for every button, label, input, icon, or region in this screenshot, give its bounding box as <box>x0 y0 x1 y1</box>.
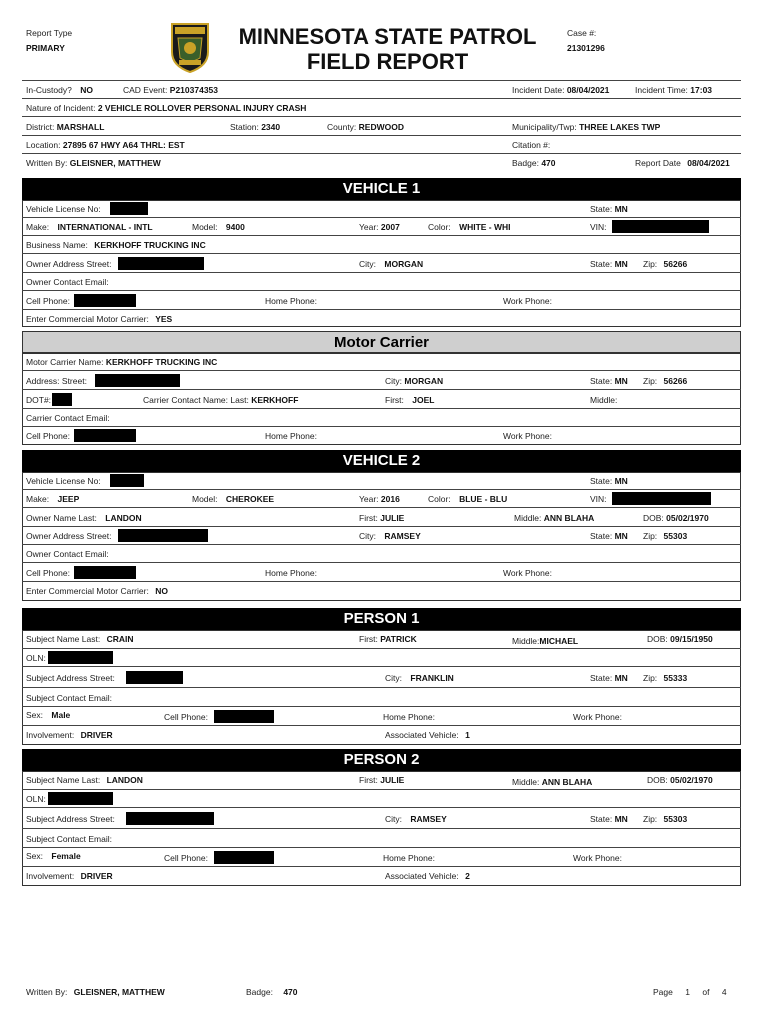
p2-city-field: City: RAMSEY <box>385 814 447 824</box>
redaction-bar <box>214 710 274 723</box>
mc-home-label: Home Phone: <box>265 431 317 441</box>
v1-business-field: Business Name: KERKHOFF TRUCKING INC <box>26 240 206 250</box>
incident-date-field: Incident Date: 08/04/2021 <box>512 85 610 95</box>
row-divider <box>22 408 741 409</box>
row-divider <box>22 866 741 867</box>
redaction-bar <box>612 492 711 505</box>
p2-middle-field: Middle: ANN BLAHA <box>512 777 593 787</box>
v1-zip-field: Zip: 56266 <box>643 259 688 269</box>
p2-assoc-vehicle-field: Associated Vehicle: 2 <box>385 871 470 881</box>
county-field: County: REDWOOD <box>327 122 405 132</box>
v2-state-field: State: MN <box>590 476 628 486</box>
row-divider <box>22 290 741 291</box>
header-divider <box>22 80 741 81</box>
row-divider <box>22 426 741 427</box>
municipality-field: Municipality/Twp: THREE LAKES TWP <box>512 122 661 132</box>
v1-commercial-field: Enter Commercial Motor Carrier: YES <box>26 314 173 324</box>
redaction-bar <box>118 529 208 542</box>
redaction-bar <box>74 294 136 307</box>
vehicle1-banner: VEHICLE 1 <box>22 178 741 200</box>
redaction-bar <box>74 429 136 442</box>
mc-middle-label: Middle: <box>590 395 618 405</box>
p1-sex-field: Sex: Male <box>26 710 71 720</box>
v2-license-label: Vehicle License No: <box>26 476 101 486</box>
mc-name-field: Motor Carrier Name: KERKHOFF TRUCKING INC <box>26 357 218 367</box>
v2-model-field: Model: CHEROKEE <box>192 494 275 504</box>
redaction-bar <box>52 393 72 406</box>
v2-zip-field: Zip: 55303 <box>643 531 688 541</box>
p1-cell-label: Cell Phone: <box>164 712 208 722</box>
page-title-line1: MINNESOTA STATE PATROL <box>238 24 537 49</box>
p1-email-label: Subject Contact Email: <box>26 693 112 703</box>
person2-banner: PERSON 2 <box>22 749 741 771</box>
report-type-value: PRIMARY <box>26 43 65 53</box>
row-divider <box>22 489 741 490</box>
v1-license-label: Vehicle License No: <box>26 204 101 214</box>
v2-owner-state-field: State: MN <box>590 531 628 541</box>
written-by-field: Written By: GLEISNER, MATTHEW <box>26 158 161 168</box>
v2-year-field: Year: 2016 <box>359 494 400 504</box>
p1-last-field: Subject Name Last: CRAIN <box>26 634 134 644</box>
mc-contact-last-field: Carrier Contact Name: Last: KERKHOFF <box>143 395 299 405</box>
report-type-label: Report Type <box>26 28 73 38</box>
v1-work-label: Work Phone: <box>503 296 552 306</box>
v2-middle-field: Middle: ANN BLAHA <box>514 513 595 523</box>
v2-make-field: Make: JEEP <box>26 494 80 504</box>
row-divider <box>22 153 741 154</box>
v2-owner-last-field: Owner Name Last: LANDON <box>26 513 142 523</box>
p1-assoc-vehicle-field: Associated Vehicle: 1 <box>385 730 470 740</box>
p2-email-label: Subject Contact Email: <box>26 834 112 844</box>
district-field: District: MARSHALL <box>26 122 105 132</box>
row-divider <box>22 789 741 790</box>
footer-badge: Badge: 470 <box>246 987 298 997</box>
redaction-bar <box>95 374 180 387</box>
v1-cell-label: Cell Phone: <box>26 296 70 306</box>
p2-cell-label: Cell Phone: <box>164 853 208 863</box>
redaction-bar <box>214 851 274 864</box>
nature-field: Nature of Incident: 2 VEHICLE ROLLOVER PERSONAL INJURY CRASH <box>26 103 307 113</box>
row-divider <box>22 828 741 829</box>
row-divider <box>22 235 741 236</box>
v1-city-field: City: MORGAN <box>359 259 424 269</box>
v1-color-field: Color: WHITE - WHI <box>428 222 511 232</box>
p2-sex-field: Sex: Female <box>26 851 81 861</box>
p2-work-label: Work Phone: <box>573 853 622 863</box>
v2-cell-label: Cell Phone: <box>26 568 70 578</box>
v1-home-label: Home Phone: <box>265 296 317 306</box>
v2-owner-street-label: Owner Address Street: <box>26 531 112 541</box>
redaction-bar <box>48 651 113 664</box>
row-divider <box>22 807 741 808</box>
v1-model-field: Model: 9400 <box>192 222 245 232</box>
v2-work-label: Work Phone: <box>503 568 552 578</box>
row-divider <box>22 253 741 254</box>
row-divider <box>22 666 741 667</box>
citation-label: Citation #: <box>512 140 551 150</box>
footer-page-number: Page 1 of 4 <box>653 987 727 997</box>
row-divider <box>22 370 741 371</box>
p2-home-label: Home Phone: <box>383 853 435 863</box>
row-divider <box>22 706 741 707</box>
redaction-bar <box>74 566 136 579</box>
person1-banner: PERSON 1 <box>22 608 741 630</box>
row-divider <box>22 272 741 273</box>
page-title-line2: FIELD REPORT <box>306 49 469 74</box>
row-divider <box>22 135 741 136</box>
redaction-bar <box>612 220 709 233</box>
p1-oln-label: OLN: <box>26 653 46 663</box>
p1-city-field: City: FRANKLIN <box>385 673 454 683</box>
redaction-bar <box>48 792 113 805</box>
p1-involvement-field: Involvement: DRIVER <box>26 730 113 740</box>
mc-zip-field: Zip: 56266 <box>643 376 688 386</box>
p2-dob-field: DOB: 05/02/1970 <box>647 775 713 785</box>
row-divider <box>22 687 741 688</box>
row-divider <box>22 725 741 726</box>
v1-vin-label: VIN: <box>590 222 607 232</box>
vehicle2-banner: VEHICLE 2 <box>22 450 741 472</box>
v1-email-label: Owner Contact Email: <box>26 277 109 287</box>
row-divider <box>22 562 741 563</box>
row-divider <box>22 116 741 117</box>
mc-dot-label: DOT#: <box>26 395 52 405</box>
v2-email-label: Owner Contact Email: <box>26 549 109 559</box>
v1-owner-state-field: State: MN <box>590 259 628 269</box>
p2-state-field: State: MN <box>590 814 628 824</box>
v1-state-field: State: MN <box>590 204 628 214</box>
redaction-bar <box>118 257 204 270</box>
case-number: 21301296 <box>567 43 605 53</box>
redaction-bar <box>110 474 144 487</box>
mc-first-field: First: JOEL <box>385 395 435 405</box>
row-divider <box>22 648 741 649</box>
row-divider <box>22 309 741 310</box>
state-patrol-seal-icon <box>170 22 210 74</box>
v2-city-field: City: RAMSEY <box>359 531 421 541</box>
p1-street-label: Subject Address Street: <box>26 673 115 683</box>
motor-carrier-banner: Motor Carrier <box>22 331 741 353</box>
p1-dob-field: DOB: 09/15/1950 <box>647 634 713 644</box>
mc-email-label: Carrier Contact Email: <box>26 413 110 423</box>
v1-year-field: Year: 2007 <box>359 222 400 232</box>
footer-written-by: Written By: GLEISNER, MATTHEW <box>26 987 165 997</box>
v2-vin-label: VIN: <box>590 494 607 504</box>
p2-involvement-field: Involvement: DRIVER <box>26 871 113 881</box>
redaction-bar <box>126 812 214 825</box>
redaction-bar <box>110 202 148 215</box>
p2-first-field: First: JULIE <box>359 775 405 785</box>
p2-street-label: Subject Address Street: <box>26 814 115 824</box>
p2-last-field: Subject Name Last: LANDON <box>26 775 143 785</box>
location-field: Location: 27895 67 HWY A64 THRL: EST <box>26 140 185 150</box>
case-label: Case #: <box>567 28 597 38</box>
p2-oln-label: OLN: <box>26 794 46 804</box>
incident-time-field: Incident Time: 17:03 <box>635 85 713 95</box>
v2-color-field: Color: BLUE - BLU <box>428 494 508 504</box>
v2-dob-field: DOB: 05/02/1970 <box>643 513 709 523</box>
v2-home-label: Home Phone: <box>265 568 317 578</box>
station-field: Station: 2340 <box>230 122 281 132</box>
mc-state-field: State: MN <box>590 376 628 386</box>
badge-field: Badge: 470 <box>512 158 556 168</box>
row-divider <box>22 544 741 545</box>
v1-make-field: Make: INTERNATIONAL - INTL <box>26 222 153 232</box>
cad-event-field: CAD Event: P210374353 <box>123 85 218 95</box>
p1-middle-field: Middle:MICHAEL <box>512 636 579 646</box>
v2-commercial-field: Enter Commercial Motor Carrier: NO <box>26 586 168 596</box>
redaction-bar <box>126 671 183 684</box>
mc-cell-label: Cell Phone: <box>26 431 70 441</box>
p1-home-label: Home Phone: <box>383 712 435 722</box>
row-divider <box>22 847 741 848</box>
p1-first-field: First: PATRICK <box>359 634 417 644</box>
in-custody-field: In-Custody? NO <box>26 85 93 95</box>
p1-zip-field: Zip: 55333 <box>643 673 688 683</box>
report-date-field: Report Date 08/04/2021 <box>635 158 730 168</box>
row-divider <box>22 98 741 99</box>
p1-work-label: Work Phone: <box>573 712 622 722</box>
row-divider <box>22 581 741 582</box>
mc-work-label: Work Phone: <box>503 431 552 441</box>
row-divider <box>22 526 741 527</box>
mc-street-label: Address: Street: <box>26 376 87 386</box>
row-divider <box>22 389 741 390</box>
row-divider <box>22 217 741 218</box>
mc-city-field: City: MORGAN <box>385 376 444 386</box>
p1-state-field: State: MN <box>590 673 628 683</box>
v2-first-field: First: JULIE <box>359 513 405 523</box>
p2-zip-field: Zip: 55303 <box>643 814 688 824</box>
v1-owner-street-label: Owner Address Street: <box>26 259 112 269</box>
row-divider <box>22 507 741 508</box>
